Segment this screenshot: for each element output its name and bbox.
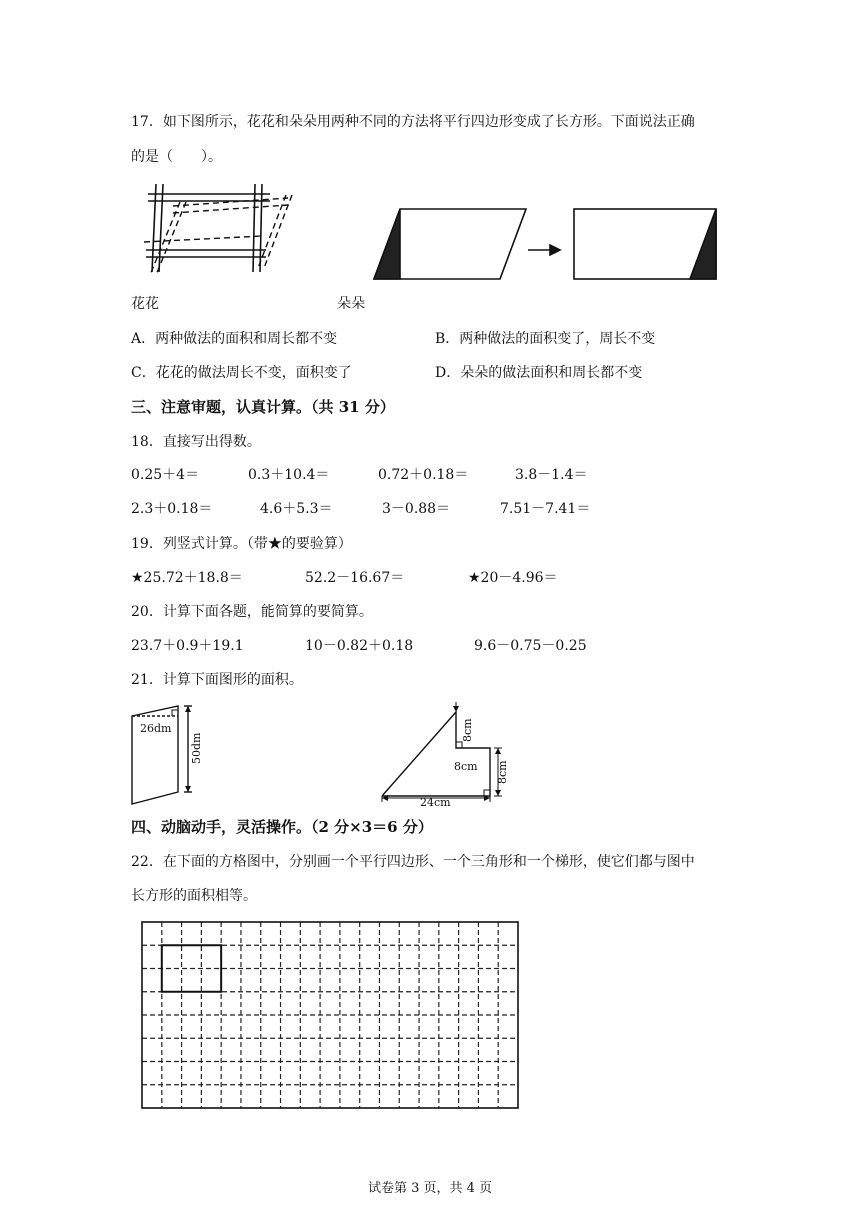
q19-item: ★25.72＋18.8＝: [131, 570, 243, 586]
q17-option-a: A．两种做法的面积和周长都不变: [131, 331, 338, 347]
q21-fig2-vert-top-label: 8cm: [461, 718, 474, 742]
q21-stem: 21．计算下面图形的面积。: [131, 672, 303, 688]
q17-label-huahua: 花花: [131, 296, 159, 312]
section3-heading: 三、注意审题，认真计算。（共 31 分）: [131, 398, 395, 416]
q17-option-d: D．朵朵的做法面积和周长都不变: [435, 365, 643, 381]
q18-item: 4.6＋5.3＝: [260, 501, 333, 517]
q21-stepped-triangle-figure: [378, 698, 508, 808]
q17-label-duoduo: 朵朵: [337, 296, 365, 312]
q18-item: 0.72＋0.18＝: [378, 467, 469, 483]
q21-fig1-height-label: 50dm: [190, 732, 203, 764]
q20-item: 23.7＋0.9＋19.1: [131, 638, 244, 654]
q17-stem-line2: 的是（ ）。: [131, 149, 222, 165]
huahua-frame-figure: [138, 180, 298, 280]
duoduo-cut-figure: [370, 205, 720, 285]
q19-item: 52.2－16.67＝: [305, 570, 405, 586]
q18-item: 2.3＋0.18＝: [131, 501, 213, 517]
q20-stem: 20．计算下面各题，能简算的要简算。: [131, 604, 373, 620]
q18-item: 0.25＋4＝: [131, 467, 200, 483]
section4-heading: 四、动脑动手，灵活操作。（2 分×3＝6 分）: [131, 818, 433, 836]
q21-fig2-vert-right-label: 8cm: [496, 760, 509, 784]
q22-stem-line2: 长方形的面积相等。: [131, 888, 257, 904]
q19-stem: 19．列竖式计算。（带★的要验算）: [131, 536, 352, 552]
q20-item: 10－0.82＋0.18: [305, 638, 414, 654]
q22-square-grid[interactable]: [140, 920, 520, 1110]
q19-item: ★20－4.96＝: [468, 570, 558, 586]
q20-item: 9.6－0.75－0.25: [474, 638, 587, 654]
q18-stem: 18．直接写出得数。: [131, 434, 261, 450]
q21-fig2-step-label: 8cm: [454, 760, 478, 773]
q18-item: 7.51－7.41＝: [500, 501, 591, 517]
page-footer: 试卷第 3 页，共 4 页: [368, 1181, 493, 1196]
q18-item: 0.3＋10.4＝: [248, 467, 330, 483]
q18-item: 3－0.88＝: [382, 501, 451, 517]
q21-fig1-top-label: 26dm: [140, 722, 172, 735]
q22-stem-line1: 22．在下面的方格图中，分别画一个平行四边形、一个三角形和一个梯形，使它们都与图中: [131, 854, 695, 870]
q21-trapezoid-figure: [128, 702, 208, 808]
q17-option-b: B．两种做法的面积变了，周长不变: [435, 331, 656, 347]
q18-item: 3.8－1.4＝: [515, 467, 588, 483]
q17-option-c: C．花花的做法周长不变，面积变了: [131, 365, 352, 381]
q21-fig2-base-label: 24cm: [420, 796, 451, 809]
q17-stem-line1: 17．如下图所示，花花和朵朵用两种不同的方法将平行四边形变成了长方形。下面说法正确: [131, 114, 695, 130]
